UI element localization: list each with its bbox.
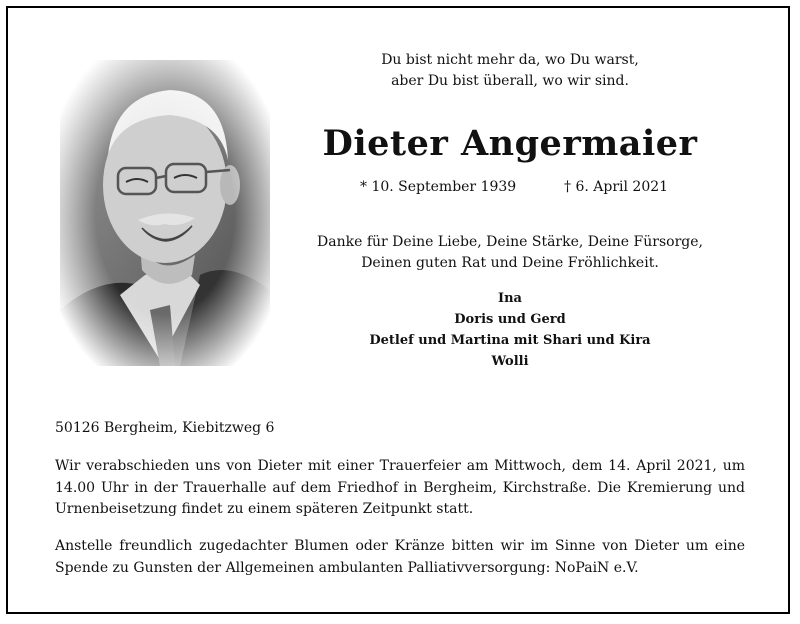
family-member: Wolli (491, 354, 529, 369)
address: 50126 Bergheim, Kiebitzweg 6 (55, 420, 275, 436)
birth-date: * 10. September 1939 (360, 179, 517, 195)
family-member: Detlef und Martina mit Shari und Kira (369, 333, 651, 348)
life-dates (360, 177, 670, 197)
family-member: Doris und Gerd (454, 312, 566, 327)
death-date: † 6. April 2021 (564, 179, 669, 195)
funeral-info-paragraph: Wir verabschieden uns von Dieter mit einer Trauerfeier am Mittwoch, dem 14. April 2021, um 14.00 Uhr in der Trauerhalle auf dem Friedhof in Bergheim, Kirchstraße. Die Kremierung und Urnenbeisetzung findet zu einem späteren Zeitpunkt statt. (55, 458, 745, 517)
thanks-text (300, 232, 720, 274)
donation-paragraph: Anstelle freundlich zugedachter Blumen oder Kränze bitten wir im Sinne von Dieter um eine Spende zu Gunsten der Allgemeinen ambulanten Palliativversorgung: NoPaiN e.V. (55, 538, 745, 576)
thanks-line-2: Deinen guten Rat und Deine Fröhlichkeit. (361, 255, 659, 271)
deceased-name: Dieter Angermaier (322, 123, 698, 164)
family-list (300, 288, 720, 372)
family-member: Ina (498, 291, 522, 306)
quote-line-1: Du bist nicht mehr da, wo Du warst, (381, 52, 639, 68)
memorial-quote (300, 50, 720, 92)
thanks-line-1: Danke für Deine Liebe, Deine Stärke, Deine Fürsorge, (317, 234, 703, 250)
quote-line-2: aber Du bist überall, wo wir sind. (391, 73, 629, 89)
portrait-photo (60, 60, 270, 366)
